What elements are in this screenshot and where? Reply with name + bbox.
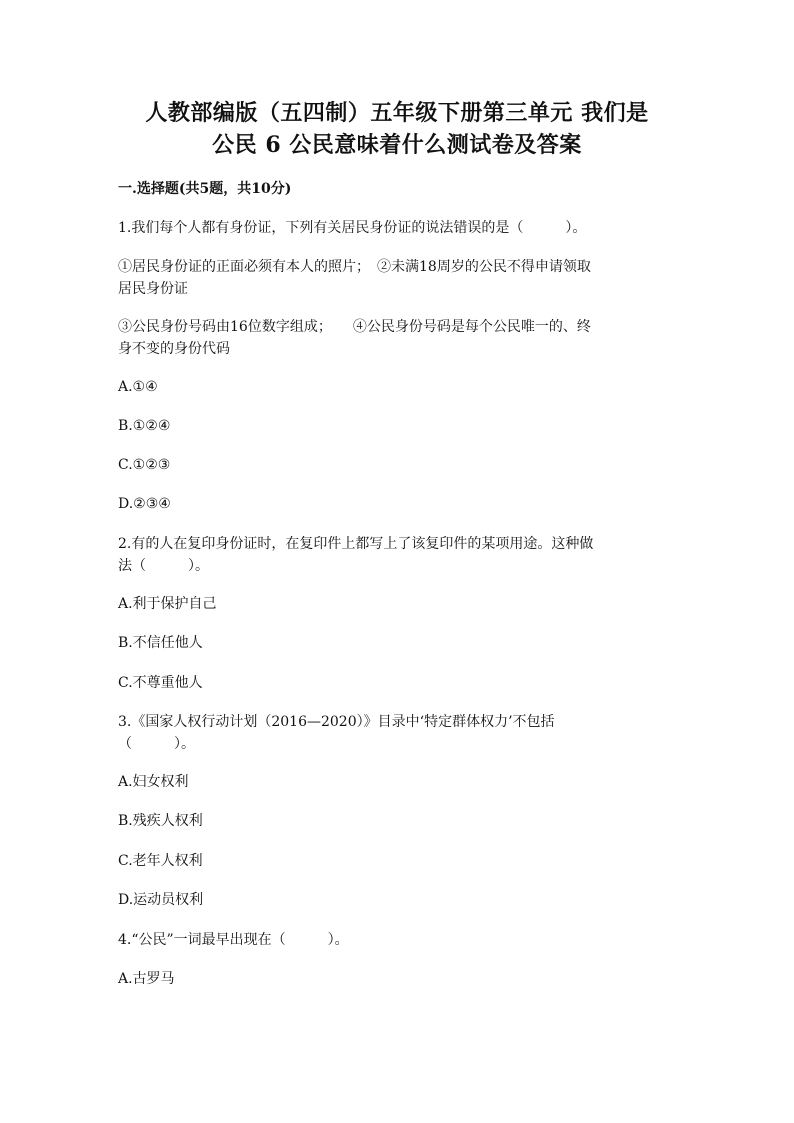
question-3-option-d: D.运动员权利 [118,892,204,908]
question-4-stem: 4.“公民”一词最早出现在（ ）。 [118,932,349,948]
question-1-option-d: D.②③④ [118,496,171,512]
question-1-statement-1-cont: 居民身份证 [118,281,188,297]
question-4-option-a: A.古罗马 [118,971,175,987]
question-3-stem-cont: （ ）。 [118,736,195,752]
question-2-stem-cont: 法（ ）。 [118,558,209,574]
question-2-option-a: A.利于保护自己 [118,596,217,612]
question-1-option-b: B.①②④ [118,418,171,434]
question-1-statement-1: ①居民身份证的正面必须有本人的照片； ②未满18周岁的公民不得申请领取 [118,259,591,275]
question-3-option-c: C.老年人权利 [118,853,203,869]
question-1-option-c: C.①②③ [118,457,171,473]
question-2-stem: 2.有的人在复印身份证时，在复印件上都写上了该复印件的某项用途。这种做 [118,536,594,552]
page-title-line-1: 人教部编版（五四制）五年级下册第三单元 我们是 [145,100,649,126]
question-1-statement-2: ③公民身份号码由16位数字组成； ④公民身份号码是每个公民唯一的、终 [118,319,591,335]
question-3-stem: 3.《国家人权行动计划（2016—2020）》目录中‘特定群体权力’不包括 [118,714,555,730]
question-1-option-a: A.①④ [118,379,158,395]
question-3-option-a: A.妇女权利 [118,774,189,790]
question-2-option-c: C.不尊重他人 [118,675,203,691]
question-3-option-b: B.残疾人权利 [118,813,203,829]
question-1-stem: 1.我们每个人都有身份证，下列有关居民身份证的说法错误的是（ ）。 [118,220,587,236]
question-2-option-b: B.不信任他人 [118,635,203,651]
section-heading: 一.选择题(共5题，共10分) [118,181,292,197]
page-title-line-2: 公民 6 公民意味着什么测试卷及答案 [212,132,582,158]
question-1-statement-2-cont: 身不变的身份代码 [118,341,230,357]
